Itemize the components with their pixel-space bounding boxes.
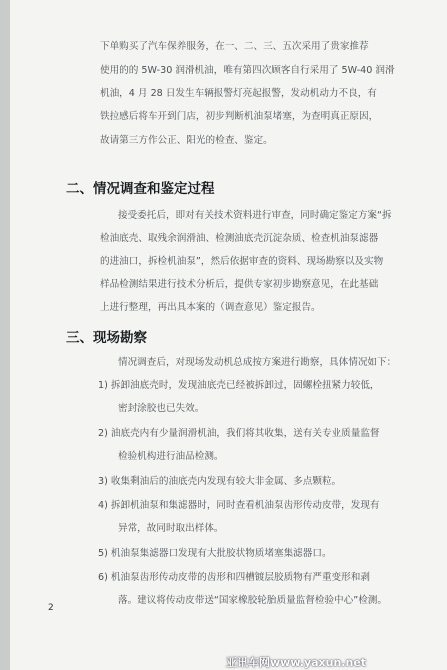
- section-3-heading: 三、现场勘察: [66, 330, 147, 346]
- intro-line: 使用的的 5W-30 润滑机油，唯有第四次顾客自行采用了 5W-40 润滑: [100, 65, 395, 76]
- section-2-line: 接受委托后，即对有关技术资料进行审查，同时确定鉴定方案“拆: [118, 210, 392, 221]
- section-3-intro: 情况调查后，对现场发动机总成按方案进行勘察，具体情况如下：: [118, 357, 397, 368]
- finding-item: 落。建议将传动皮带送“国家橡胶轮胎质量监督检验中心”检测。: [118, 595, 387, 606]
- finding-item: 1) 拆卸油底壳时，发现油底壳已经被拆卸过，固螺栓扭紧力较低，: [98, 380, 380, 391]
- intro-line: 机油，4 月 28 日发生车辆报警灯亮起报警，发动机动力不良，有: [100, 88, 377, 99]
- finding-item: 密封涂胶也已失效。: [118, 403, 205, 414]
- intro-line: 下单购买了汽车保养服务，在一、二、三、五次采用了贵家推荐: [100, 41, 369, 52]
- finding-item: 6) 机油泵齿形传动皮带的齿形和四槽镀层胶质物有严重变形和剥: [98, 572, 370, 583]
- intro-line: 故请第三方作公正、阳光的检查、鉴定。: [100, 135, 273, 146]
- finding-item: 异常，故同时取出样体。: [118, 523, 224, 534]
- page-number: 2: [48, 603, 54, 613]
- intro-line: 铁拉感后将车开到门店，初步判断机油泵堵塞，为查明真正原因，: [100, 111, 379, 122]
- section-2-heading: 二、情况调查和鉴定过程: [66, 181, 215, 197]
- finding-item: 5) 机油泵集滤器口发现有大批胶状物质堵塞集滤器口。: [98, 548, 332, 559]
- section-2-line: 的进油口，拆检机油泵”，然后依据审查的资料、现场勘察以及实物: [100, 256, 384, 267]
- finding-item: 3) 收集剩油后的油底壳内发现有较大非金属、多点颗粒。: [98, 476, 342, 487]
- section-2-line: 检油底壳、取残余润滑油、检测油底壳沉淀杂质、检查机油泵滤器: [100, 233, 379, 244]
- section-2-line: 上进行整理，再出具本案的（调查意见）鉴定报告。: [100, 302, 321, 313]
- watermark: 亚讯车网www.yaxun.net: [226, 656, 367, 669]
- section-2-line: 样品检测结果进行技术分析后，提供专家初步勘察意见，在此基础: [100, 279, 379, 290]
- finding-item: 检验机构进行油品检测。: [118, 451, 224, 462]
- finding-item: 2) 油底壳内有少量润滑机油，我们将其收集，送有关专业质量监督: [98, 428, 380, 439]
- finding-item: 4) 拆卸机油泵和集滤器时，同时查看机油泵齿形传动皮带，发现有: [98, 500, 380, 511]
- document-page: [10, 0, 447, 670]
